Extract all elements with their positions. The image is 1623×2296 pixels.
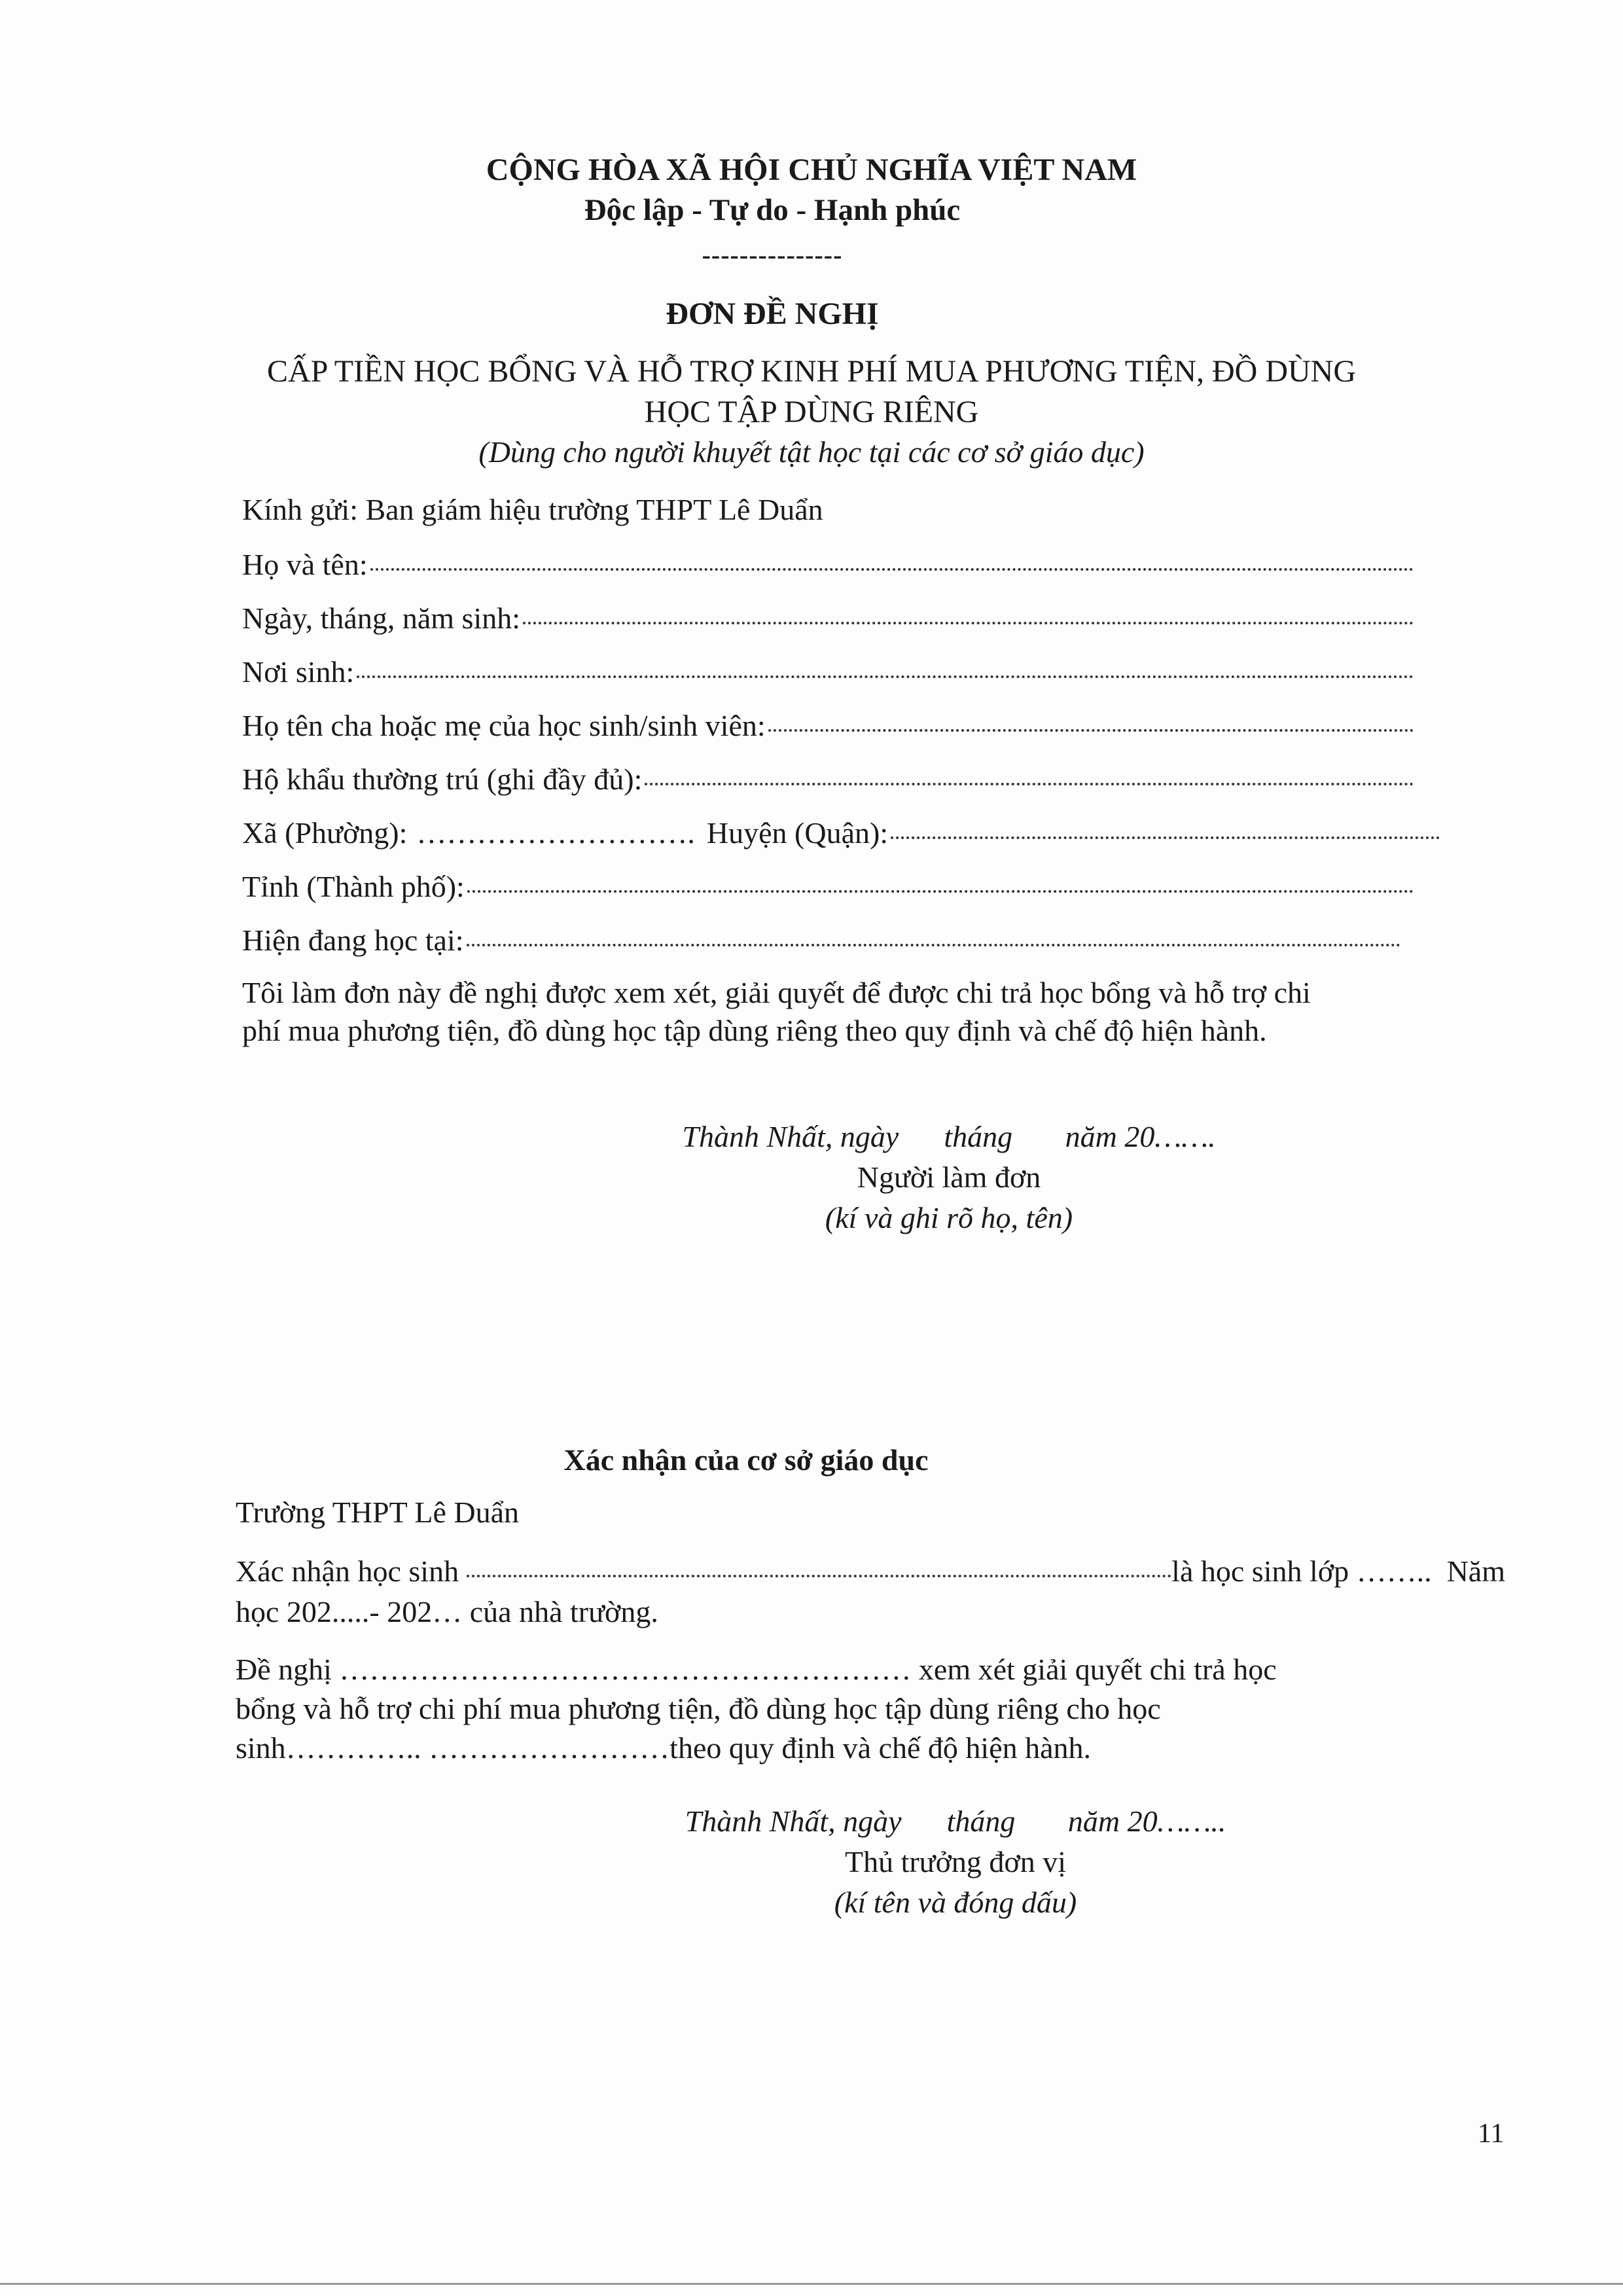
dotted-line [467, 890, 1414, 893]
applicant-place-date: Thành Nhất, ngày tháng năm 20……. [682, 1120, 1216, 1153]
field-full-name[interactable] [242, 547, 1414, 582]
field-label: Hiện đang học tại: [242, 924, 464, 957]
request-paragraph [242, 974, 1505, 1050]
motto: Độc lập - Tự do - Hạnh phúc [584, 193, 961, 227]
field-date-of-birth[interactable] [242, 601, 1414, 636]
document-subtitle-line2: HỌC TẬP DÙNG RIÊNG [644, 395, 979, 429]
confirmation-class-label: là học sinh lớp …….. Năm [1171, 1554, 1505, 1588]
confirmation-request-line-1: Đề nghị ………………………………………………… xem xét giải quyết chi trả học [236, 1653, 1277, 1686]
head-place-date: Thành Nhất, ngày tháng năm 20…….. [685, 1804, 1226, 1838]
request-line-1: Tôi làm đơn này đề nghị được xem xét, giải quyết để được chi trả học bổng và hỗ trợ chi [242, 976, 1311, 1009]
field-current-school[interactable] [242, 923, 1400, 958]
applicant-signature-block [622, 1117, 1276, 1238]
confirmation-school-year: học 202.....- 202… của nhà trường. [236, 1595, 658, 1628]
document-subtitle-line1: CẤP TIỀN HỌC BỔNG VÀ HỖ TRỢ KINH PHÍ MUA PHƯƠNG TIỆN, ĐỒ DÙNG [267, 354, 1356, 389]
field-permanent-residence[interactable] [242, 762, 1414, 797]
dotted-line [645, 783, 1414, 785]
document-usage-note: (Dùng cho người khuyết tật học tại các cơ sở giáo dục) [478, 435, 1145, 469]
dotted-line [467, 1575, 1172, 1577]
dotted-line [467, 944, 1400, 946]
page-number: 11 [1478, 2119, 1505, 2149]
head-signature-block [628, 1801, 1283, 1923]
field-label: Ngày, tháng, năm sinh: [242, 601, 521, 635]
field-label: Họ tên cha hoặc mẹ của học sinh/sinh viên: [242, 709, 766, 742]
district-label: Huyện (Quận): [706, 816, 889, 850]
field-parent-name[interactable] [242, 708, 1414, 743]
field-label: Hộ khẩu thường trú (ghi đầy đủ): [242, 762, 643, 796]
field-label: Nơi sinh: [242, 655, 355, 689]
applicant-role: Người làm đơn [857, 1160, 1041, 1194]
field-label: Tỉnh (Thành phố): [242, 870, 465, 903]
field-ward-district[interactable] [242, 816, 1440, 850]
confirmation-student-label: Xác nhận học sinh [236, 1554, 467, 1588]
confirmation-request-line-2: bổng và hỗ trợ chi phí mua phương tiện, đồ dùng học tập dùng riêng cho học [236, 1692, 1161, 1725]
ward-label: Xã (Phường): [242, 816, 408, 850]
confirmation-title: Xác nhận của cơ sở giáo dục [563, 1443, 929, 1477]
confirmation-school: Trường THPT Lê Duẩn [236, 1496, 520, 1529]
header-divider: --------------- [702, 240, 843, 270]
dotted-line [891, 836, 1440, 839]
document-title: ĐƠN ĐỀ NGHỊ [666, 296, 879, 331]
nation-heading: CỘNG HÒA XÃ HỘI CHỦ NGHĨA VIỆT NAM [486, 152, 1137, 187]
recipient-line: Kính gửi: Ban giám hiệu trường THPT Lê Duẩn [242, 493, 823, 526]
request-line-2: phí mua phương tiện, đồ dùng học tập dùng riêng theo quy định và chế độ hiện hành. [242, 1014, 1267, 1047]
applicant-signature-note: (kí và ghi rõ họ, tên) [825, 1201, 1073, 1234]
confirmation-student-line[interactable] [236, 1554, 1505, 1588]
ward-dots: ………………………. [416, 816, 695, 850]
confirmation-request-line-3: sinh………….. ……………………theo quy định và chế độ hiện hành. [236, 1731, 1092, 1765]
head-role: Thủ trưởng đơn vị [844, 1845, 1067, 1878]
dotted-line [357, 675, 1414, 678]
field-place-of-birth[interactable] [242, 655, 1414, 689]
dotted-line [370, 568, 1414, 571]
page-edge-line [0, 2283, 1623, 2285]
field-label: Họ và tên: [242, 548, 368, 581]
dotted-line [768, 729, 1414, 732]
dotted-line [523, 622, 1414, 624]
head-signature-note: (kí tên và đóng dấu) [834, 1886, 1077, 1919]
field-province[interactable] [242, 869, 1414, 904]
